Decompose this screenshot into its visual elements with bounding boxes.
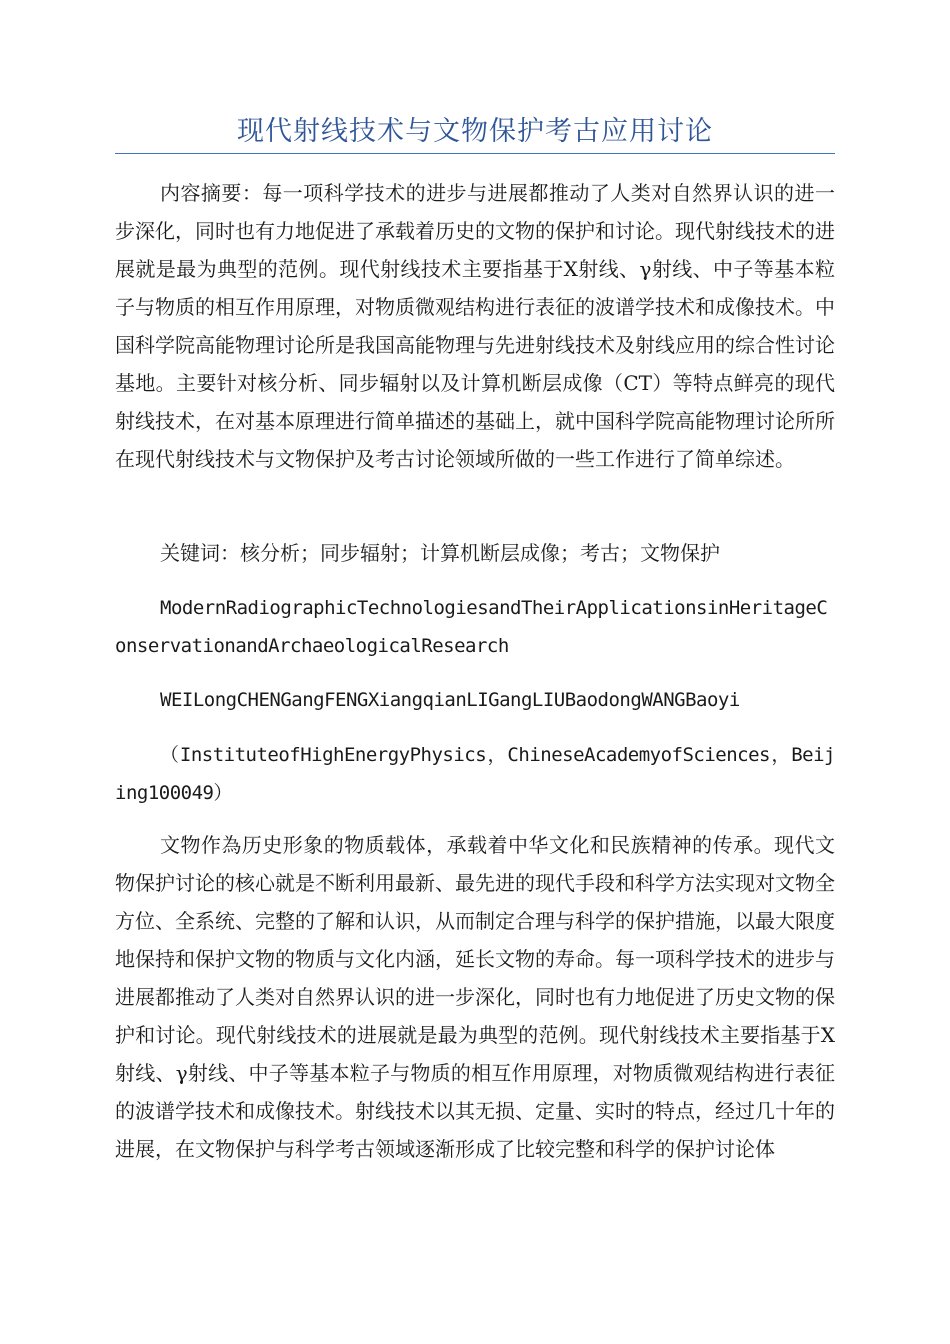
keywords-line: 关键词：核分析；同步辐射；计算机断层成像；考古；文物保护 xyxy=(160,541,720,565)
english-affiliation: （InstituteofHighEnergyPhysics，ChineseAcademyofSciences，Beijing100049） xyxy=(115,744,835,804)
title-underline xyxy=(115,153,835,154)
document-title: 现代射线技术与文物保护考古应用讨论 xyxy=(237,116,713,147)
body-paragraph: 文物作為历史形象的物质载体，承载着中华文化和民族精神的传承。现代文物保护讨论的核心就是不断利用最新、最先进的现代手段和科学方法实现对文物全方位、全系统、完整的了解和认识，从而制定合理与科学的保护措施，以最大限度地保持和保护文物的物质与文化内涵，延长文物的寿命。每一项科学技术的进步与进展都推动了人类对自然界认识的进一步深化，同时也有力地促进了历史文物的保护和讨论。现代射线技术的进展就是最为典型的范例。现代射线技术主要指基于X射线、γ射线、中子等基本粒子与物质的相互作用原理，对物质微观结构进行表征的波谱学技术和成像技术。射线技术以其无损、定量、实时的特点，经过几十年的进展，在文物保护与科学考古领域逐渐形成了比较完整和科学的保护讨论体 xyxy=(115,833,835,1161)
english-title: ModernRadiographicTechnologiesandTheirApplicationsinHeritageConservationandArchaeologicalResearch xyxy=(115,597,828,657)
english-authors: WEILongCHENGangFENGXiangqianLIGangLIUBaodongWANGBaoyi xyxy=(160,689,740,711)
abstract-paragraph: 内容摘要：每一项科学技术的进步与进展都推动了人类对自然界认识的进一步深化，同时也有力地促进了承载着历史的文物的保护和讨论。现代射线技术的进展就是最为典型的范例。现代射线技术主要指基于X射线、γ射线、中子等基本粒子与物质的相互作用原理，对物质微观结构进行表征的波谱学技术和成像技术。中国科学院高能物理讨论所是我国高能物理与先进射线技术及射线应用的综合性讨论基地。主要针对核分析、同步辐射以及计算机断层成像（CT）等特点鲜亮的现代射线技术，在对基本原理进行简单描述的基础上，就中国科学院高能物理讨论所所在现代射线技术与文物保护及考古讨论领域所做的一些工作进行了简单综述。 xyxy=(115,181,835,471)
